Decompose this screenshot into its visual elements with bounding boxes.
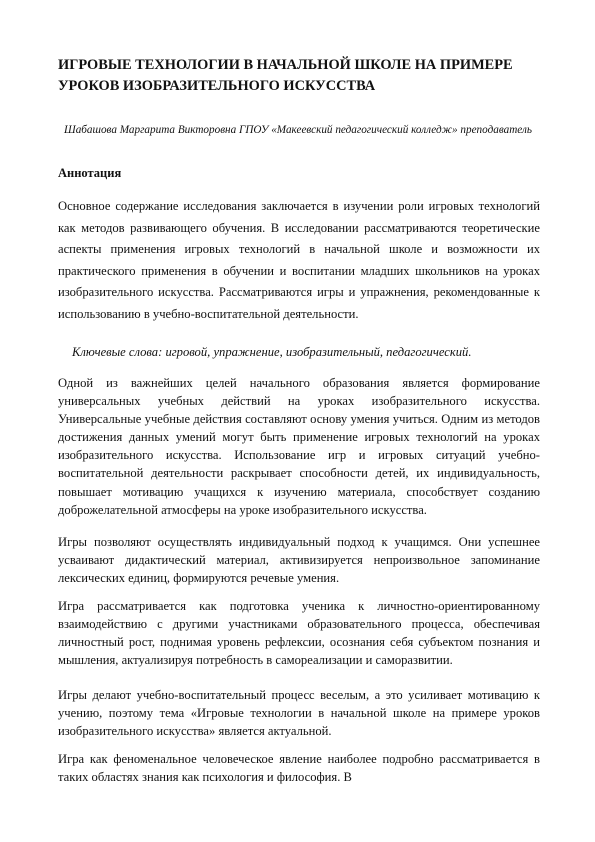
body-paragraph: Игры позволяют осуществлять индивидуальный подход к учащимся. Они успешнее усваивают дидактический материал, активизируется непроизвольное запоминание лексических единиц, формируются речевые умения. (58, 535, 540, 586)
author-line: Шабашова Маргарита Викторовна ГПОУ «Макеевский педагогический колледж» преподаватель (64, 124, 532, 136)
body-paragraph: Игры делают учебно-воспитательный процесс веселым, а это усиливает мотивацию к учению, поэтому тема «Игровые технологии в начальной школе на примере уроков изобразительного искусства» является актуальной. (58, 688, 540, 739)
keywords-line: Ключевые слова: игровой, упражнение, изобразительный, педагогический. (72, 345, 472, 359)
body-paragraph: Одной из важнейших целей начального образования является формирование универсальных учебных действий на уроках изобразительного искусства. Универсальные учебные действия составляют основу умения учиться. Одним из методов достижения данных умений могут быть применение игровых технологий на уроках изобразительного искусства. Использование игр и игровых ситуаций учебно-воспитательной деятельности раскрывает способности детей, их индивидуальность, повышает мотивацию учащихся к изучению материала, способствует созданию доброжелательной атмосферы на уроке изобразительного искусства. (58, 376, 540, 517)
abstract-text: Основное содержание исследования заключается в изучении роли игровых технологий как методов развивающего обучения. В исследовании рассматриваются теоретические аспекты применения игровых технологий в начальной школе и возможности их практического применения в обучении и воспитании младших школьников на уроках изобразительного искусства. Рассматриваются игры и упражнения, рекомендованные к использованию в учебно-воспитательной деятельности. (58, 199, 540, 321)
abstract-heading: Аннотация (58, 166, 122, 180)
body-paragraph: Игра как феноменальное человеческое явление наиболее подробно рассматривается в таких областях знания как психология и философия. В (58, 752, 540, 785)
article-title: ИГРОВЫЕ ТЕХНОЛОГИИ В НАЧАЛЬНОЙ ШКОЛЕ НА ПРИМЕРЕ УРОКОВ ИЗОБРАЗИТЕЛЬНОГО ИСКУССТВА (58, 57, 513, 94)
body-paragraph: Игра рассматривается как подготовка ученика к личностно-ориентированному взаимодействию с другими участниками образовательного процесса, обеспечивая личностный рост, поднимая уровень рефлексии, осознания себя субъектом познания и мышления, актуализируя потребность в самореализации и саморазвитии. (58, 599, 540, 668)
